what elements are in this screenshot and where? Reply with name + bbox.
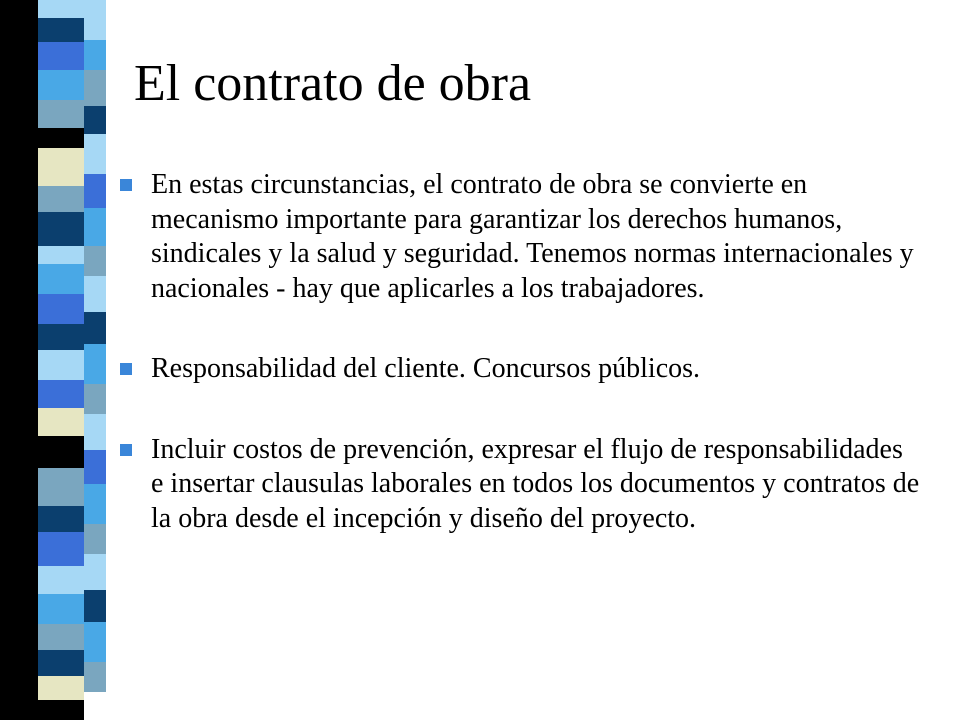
stripe-block <box>84 414 106 450</box>
stripe-block <box>84 450 106 484</box>
stripe-block <box>38 468 84 506</box>
stripe-block <box>84 622 106 662</box>
stripe-block <box>38 128 84 148</box>
stripe-column-left <box>38 0 84 720</box>
stripe-block <box>38 70 84 100</box>
bullet-text: Incluir costos de prevención, expresar el flujo de responsabilidades e insertar clausulas laborales en todos los documentos y contratos de la obra desde el incepción y diseño del proyecto. <box>151 433 920 534</box>
stripe-block <box>38 264 84 294</box>
stripe-block <box>38 100 84 128</box>
stripe-block <box>84 134 106 174</box>
decorative-stripe <box>0 0 108 720</box>
bullet-item <box>120 433 920 537</box>
stripe-block <box>84 0 106 40</box>
square-bullet-icon <box>120 363 132 375</box>
stripe-block <box>38 532 84 566</box>
stripe-block <box>38 700 84 720</box>
stripe-block <box>38 148 84 186</box>
stripe-block <box>84 484 106 524</box>
stripe-block <box>84 208 106 246</box>
stripe-column-right <box>84 0 106 720</box>
stripe-block <box>38 506 84 532</box>
stripe-edge <box>0 0 38 720</box>
stripe-block <box>38 324 84 350</box>
stripe-block <box>84 312 106 344</box>
stripe-block <box>38 350 84 380</box>
square-bullet-icon <box>120 179 132 191</box>
stripe-block <box>38 380 84 408</box>
stripe-block <box>38 676 84 700</box>
stripe-block <box>84 344 106 384</box>
stripe-block <box>84 384 106 414</box>
stripe-block <box>84 554 106 590</box>
stripe-block <box>38 18 84 42</box>
stripe-block <box>38 42 84 70</box>
stripe-block <box>84 70 106 106</box>
stripe-block <box>84 40 106 70</box>
slide-title: El contrato de obra <box>134 55 532 112</box>
stripe-block <box>38 566 84 594</box>
stripe-block <box>38 436 84 468</box>
bullet-text: En estas circunstancias, el contrato de obra se convierte en mecanismo importante para garantizar los derechos humanos, sindicales y la salud y seguridad. Tenemos normas internacionales y nacionales - hay que aplicarles a los trabajadores. <box>151 169 914 304</box>
stripe-block <box>38 650 84 676</box>
stripe-block <box>38 624 84 650</box>
stripe-block <box>38 294 84 324</box>
stripe-block <box>84 276 106 312</box>
stripe-block <box>38 246 84 264</box>
stripe-block <box>38 594 84 624</box>
bullet-list <box>120 168 920 536</box>
bullet-item <box>120 352 920 387</box>
stripe-block <box>84 106 106 134</box>
stripe-block <box>84 662 106 692</box>
stripe-block <box>84 524 106 554</box>
stripe-block <box>38 212 84 246</box>
bullet-text: Responsabilidad del cliente. Concursos públicos. <box>151 353 701 384</box>
stripe-block <box>38 408 84 436</box>
stripe-block <box>84 246 106 276</box>
stripe-block <box>38 0 84 18</box>
stripe-block <box>84 174 106 208</box>
bullet-item <box>120 168 920 306</box>
square-bullet-icon <box>120 444 132 456</box>
stripe-block <box>38 186 84 212</box>
stripe-block <box>84 590 106 622</box>
